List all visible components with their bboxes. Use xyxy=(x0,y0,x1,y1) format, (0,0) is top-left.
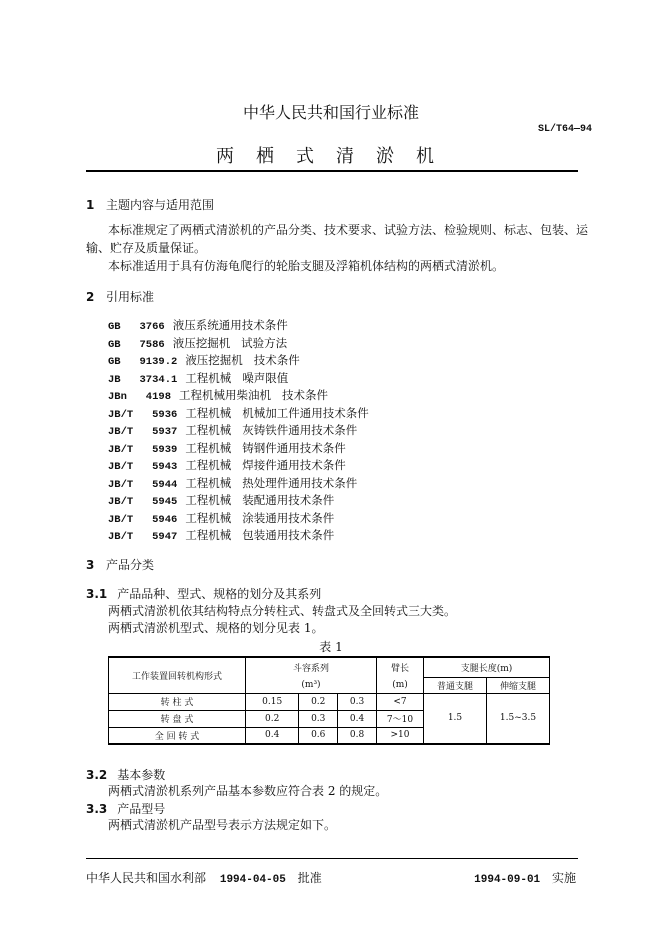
section-3-1-title: 产品品种、型式、规格的划分及其系列 xyxy=(117,587,322,601)
reference-title: 工程机械用柴油机 技术条件 xyxy=(179,388,328,402)
th-leg-tele: 伸缩支腿 xyxy=(487,677,550,693)
reference-item xyxy=(108,422,357,438)
table-row xyxy=(109,693,550,710)
reference-code: JB/T 5946 xyxy=(108,513,178,526)
reference-item xyxy=(108,492,334,508)
reference-title: 工程机械 包装通用技术条件 xyxy=(185,528,335,542)
cell-bucket-1: 0.4 xyxy=(246,727,299,744)
footer-impl-date: 1994-09-01 xyxy=(474,874,541,886)
reference-code: JBn 4198 xyxy=(108,391,172,403)
reference-title: 工程机械 装配通用技术条件 xyxy=(185,493,335,507)
cell-bucket-1: 0.2 xyxy=(246,710,299,727)
cell-bucket-3: 0.3 xyxy=(338,693,377,710)
section-3-3-para: 两栖式清淤机产品型号表示方法规定如下。 xyxy=(108,818,337,832)
reference-item xyxy=(108,440,346,456)
header-rule xyxy=(86,170,578,172)
cell-type: 全 回 转 式 xyxy=(109,727,246,744)
section-3-1-num: 3.1 xyxy=(86,587,108,601)
section-1-title: 主题内容与适用范围 xyxy=(106,198,215,212)
cell-type: 转 柱 式 xyxy=(109,693,246,710)
section-2-heading xyxy=(86,288,154,305)
cell-leg-tele: 1.5~3.5 xyxy=(487,693,550,744)
standard-number: SL/T64—94 xyxy=(537,124,592,135)
reference-item xyxy=(108,387,328,403)
org-title: 中华人民共和国行业标准 xyxy=(242,103,419,122)
footer-issue-label: 批准 xyxy=(297,871,322,885)
section-3-2-para: 两栖式清淤机系列产品基本参数应符合表 2 的规定。 xyxy=(108,784,388,798)
reference-title: 工程机械 涂装通用技术条件 xyxy=(185,510,335,525)
section-3-2-title: 基本参数 xyxy=(117,768,166,782)
reference-title: 液压挖掘机 试验方法 xyxy=(172,335,288,350)
spec-table xyxy=(108,656,550,745)
reference-title: 工程机械 焊接件通用技术条件 xyxy=(185,458,346,472)
footer-issuer: 中华人民共和国水利部 xyxy=(86,871,207,885)
footer-issuer-block xyxy=(86,869,322,886)
reference-code: JB/T 5944 xyxy=(108,478,178,491)
reference-title: 液压系统通用技术条件 xyxy=(172,318,288,332)
reference-item xyxy=(108,457,346,473)
reference-item xyxy=(108,527,334,543)
reference-title: 工程机械 热处理件通用技术条件 xyxy=(185,475,358,490)
reference-title: 工程机械 铸钢件通用技术条件 xyxy=(185,440,346,455)
cell-bucket-2: 0.3 xyxy=(299,710,338,727)
section-1-heading xyxy=(86,196,214,213)
section-3-3-heading xyxy=(86,800,165,817)
th-bucket-unit: (m³) xyxy=(246,677,377,693)
reference-item xyxy=(108,352,300,368)
footer-issue-date: 1994-04-05 xyxy=(219,874,286,886)
section-1-para2: 本标准适用于具有仿海龟爬行的轮胎支腿及浮箱机体结构的两栖式清淤机。 xyxy=(108,259,505,273)
th-arm-unit: (m) xyxy=(377,677,424,693)
cell-bucket-2: 0.2 xyxy=(299,693,338,710)
section-3-2-heading xyxy=(86,766,165,783)
footer-rule xyxy=(86,858,578,859)
reference-code: GB 7586 xyxy=(108,338,165,351)
reference-title: 工程机械 噪声限值 xyxy=(185,370,289,385)
reference-item xyxy=(108,317,288,333)
th-bucket: 斗容系列 xyxy=(246,657,377,677)
cell-type: 转 盘 式 xyxy=(109,710,246,727)
th-arm: 臂长 xyxy=(377,657,424,677)
section-1-para1: 本标准规定了两栖式清淤机的产品分类、技术要求、试验方法、检验规则、标志、包装、运 xyxy=(108,223,589,237)
section-3-3-title: 产品型号 xyxy=(117,802,166,816)
cell-bucket-3: 0.8 xyxy=(338,727,377,744)
reference-code: JB/T 5939 xyxy=(108,443,178,456)
reference-item xyxy=(108,510,334,526)
cell-bucket-3: 0.4 xyxy=(338,710,377,727)
cell-bucket-1: 0.15 xyxy=(246,693,299,710)
reference-item xyxy=(108,370,288,386)
reference-code: JB/T 5945 xyxy=(108,496,178,508)
reference-code: JB 3734.1 xyxy=(108,373,178,386)
section-3-heading xyxy=(86,556,154,573)
cell-arm: 7～10 xyxy=(377,710,424,727)
reference-code: JB/T 5937 xyxy=(108,426,178,438)
section-2-title: 引用标准 xyxy=(106,290,155,304)
reference-code: GB 9139.2 xyxy=(108,356,178,368)
reference-code: JB/T 5936 xyxy=(108,408,178,421)
cell-arm: <7 xyxy=(377,693,424,710)
section-3-title: 产品分类 xyxy=(106,558,155,572)
reference-title: 工程机械 机械加工件通用技术条件 xyxy=(185,405,369,420)
cell-bucket-2: 0.6 xyxy=(299,727,338,744)
cell-leg-normal: 1.5 xyxy=(424,693,487,744)
reference-code: JB/T 5947 xyxy=(108,531,178,543)
section-1-num: 1 xyxy=(86,198,95,212)
section-2-num: 2 xyxy=(86,290,95,304)
section-3-1-heading xyxy=(86,585,321,602)
reference-title: 工程机械 灰铸铁件通用技术条件 xyxy=(185,423,358,437)
reference-code: JB/T 5943 xyxy=(108,461,178,473)
section-3-3-num: 3.3 xyxy=(86,802,108,816)
section-3-1-para2: 两栖式清淤机型式、规格的划分见表 1。 xyxy=(108,621,324,635)
reference-item xyxy=(108,335,287,351)
reference-item xyxy=(108,475,357,491)
th-leg: 支腿长度(m) xyxy=(424,657,550,677)
section-3-2-num: 3.2 xyxy=(86,768,108,782)
footer-impl-block xyxy=(474,869,576,886)
th-type: 工作装置回转机构形式 xyxy=(109,657,246,693)
reference-title: 液压挖掘机 技术条件 xyxy=(185,353,300,367)
doc-title: 两栖式清淤机 xyxy=(216,146,456,167)
section-1-para1-cont: 输、贮存及质量保证。 xyxy=(86,241,207,255)
footer-impl-label: 实施 xyxy=(551,871,576,885)
cell-arm: >10 xyxy=(377,727,424,744)
section-3-1-para1: 两栖式清淤机依其结构特点分转柱式、转盘式及全回转式三大类。 xyxy=(108,604,457,618)
reference-item xyxy=(108,405,369,421)
table-header-row-1 xyxy=(109,657,550,677)
section-3-num: 3 xyxy=(86,558,95,572)
reference-code: GB 3766 xyxy=(108,321,165,333)
table-caption: 表 1 xyxy=(319,640,343,654)
th-leg-normal: 普通支腿 xyxy=(424,677,487,693)
